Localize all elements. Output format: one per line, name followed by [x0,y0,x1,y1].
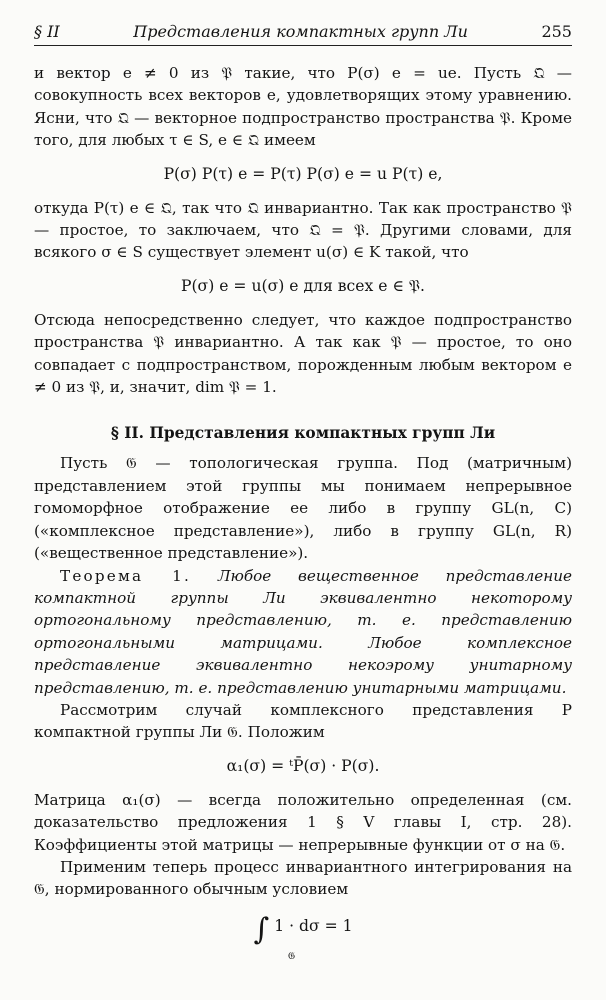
equation-1: P(σ) P(τ) e = P(τ) P(σ) e = u P(τ) e, [163,164,443,183]
header-section-mark: § II [34,22,60,41]
page-number: 255 [541,22,572,41]
equation-3: α₁(σ) = ᵗP̄(σ) · P(σ). [226,756,380,775]
integral-sign: ∫ [253,911,270,947]
paragraph-6: Матрица α₁(σ) — всегда положительно определенная (см. доказательство предложения 1 § V главы I, стр. 28). Коэффициенты этой матрицы — непрерывные функции от σ на 𝔊. [34,790,572,854]
section-heading: § II. Представления компактных групп Ли [110,424,496,443]
paragraph-5: Рассмотрим случай комплексного представления P компактной группы Ли 𝔊. Положим [34,700,572,742]
integral-subscript: 𝔊 [288,950,296,962]
paragraph-7: Применим теперь процесс инвариантного интегрирования на 𝔊, нормированного обычным условием [34,857,572,899]
integral-expression: 1 · dσ = 1 [274,916,353,935]
normalization-integral [34,911,572,975]
theorem-statement: Любое вещественное представление компактной группы Ли эквивалентно некоторому ортогональному представлению, т. е. представлению ортогональными матрицами. Любое комплексное представление эквивалентно некоэрому унитарному представлению, т. е. представлению унитарными матрицами. [34,566,572,697]
paragraph-4: Пусть 𝔊 — топологическая группа. Под (матричным) представлением этой группы мы понимаем непрерывное гомоморфное отображение ее либо в группу GL(n, C) («комплексное представление»), либо в группу GL(n, R) («вещественное представление»). [34,454,572,563]
paragraph-2: откуда P(τ) e ∈ 𝔔, так что 𝔔 инвариантно. Так как пространство 𝔓 — простое, то заключаем, что 𝔔 = 𝔓. Другими словами, для всякого σ ∈ S существует элемент u(σ) ∈ K такой, что [34,198,572,262]
book-page [34,22,572,975]
header-title: Представления компактных групп Ли [133,22,468,41]
paragraph-3: Отсюда непосредственно следует, что каждое подпространство пространства 𝔓 инвариантно. А так как 𝔓 — простое, то оно совпадает с подпространством, порожденным любым вектором e ≠ 0 из 𝔓, и, значит, dim 𝔓 = 1. [34,310,572,397]
theorem-1 [34,565,572,699]
paragraph-1: и вектор e ≠ 0 из 𝔓 такие, что P(σ) e = ue. Пусть 𝔔 — совокупность всех векторов e, удовлетворящих этому уравнению. Ясни, что 𝔔 — векторное подпространство пространства 𝔓. Кроме того, для любых τ ∈ S, e ∈ 𝔔 имеем [34,64,572,150]
theorem-heading: Теорема 1. [60,566,192,585]
running-header [34,22,572,46]
equation-2: P(σ) e = u(σ) e для всех e ∈ 𝔓. [180,276,425,295]
